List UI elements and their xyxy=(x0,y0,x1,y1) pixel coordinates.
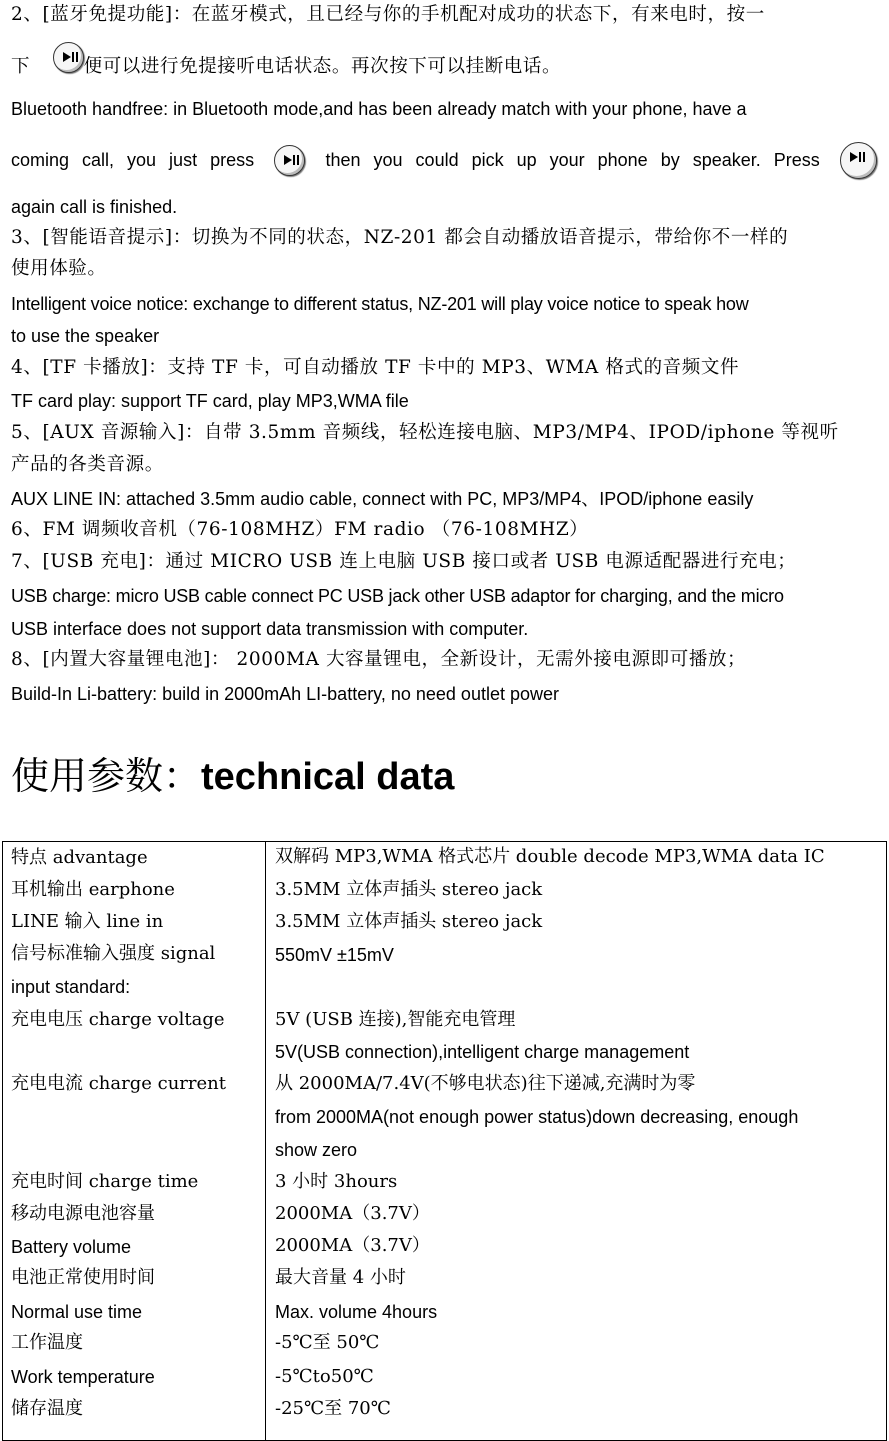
p2-en-line2 xyxy=(11,140,877,180)
spec-value-battery-1: 2000MA（3.7V） xyxy=(275,1203,430,1224)
spec-label-charge-time: 充电时间 charge time xyxy=(11,1171,199,1192)
spec-label-work-temp-cn: 工作温度 xyxy=(11,1332,83,1353)
p5-cn-line2: 产品的各类音源。 xyxy=(11,454,164,475)
spec-value-charge-voltage-en: 5V(USB connection),intelligent charge management xyxy=(275,1042,690,1062)
spec-label-line-in: LINE 输入 line in xyxy=(11,911,164,932)
spec-value-charge-current-cn: 从 2000MA/7.4V(不够电状态)往下递减,充满时为零 xyxy=(275,1073,696,1094)
spec-value-use-time-cn: 最大音量 4 小时 xyxy=(275,1267,406,1288)
p8-en: Build-In Li-battery: build in 2000mAh LI-battery, no need outlet power xyxy=(11,684,559,704)
p2-cn-line2-b: 便可以进行免提接听电话状态。再次按下可以挂断电话。 xyxy=(83,56,562,77)
p2-cn-line2 xyxy=(11,56,877,78)
table-divider xyxy=(265,841,266,1441)
p8-cn: 8、[内置大容量锂电池]： 2000MA 大容量锂电，全新设计，无需外接电源即可播放； xyxy=(11,649,747,670)
spec-value-charge-voltage-cn: 5V (USB 连接),智能充电管理 xyxy=(275,1009,516,1030)
spec-value-charge-current-en-2: show zero xyxy=(275,1140,358,1160)
p4-cn: 4、[TF 卡播放]：支持 TF 卡，可自动播放 TF 卡中的 MP3、WMA 格式的音频文件 xyxy=(11,357,740,378)
section-heading-en: technical data xyxy=(201,756,455,798)
p2-en-line2-a: coming call, you just press xyxy=(11,150,255,170)
p4-en: TF card play: support TF card, play MP3,WMA file xyxy=(11,391,409,411)
play-pause-icon xyxy=(840,142,877,179)
p3-en-line1: Intelligent voice notice: exchange to different status, NZ-201 will play voice notice to speak how xyxy=(11,294,749,314)
spec-value-earphone: 3.5MM 立体声插头 stereo jack xyxy=(275,879,543,900)
spec-value-battery-2: 2000MA（3.7V） xyxy=(275,1235,430,1256)
p2-en-line2-b: then you could pick up your phone by speaker. Press xyxy=(325,150,820,170)
p2-en-line3: again call is finished. xyxy=(11,197,178,217)
p5-cn-line1: 5、[AUX 音源输入]：自带 3.5mm 音频线，轻松连接电脑、MP3/MP4、IPOD/iphone 等视听 xyxy=(11,422,839,443)
spec-value-signal: 550mV ±15mV xyxy=(275,945,394,965)
spec-label-charge-current: 充电电流 charge current xyxy=(11,1073,226,1094)
play-pause-icon xyxy=(274,145,305,176)
p5-en: AUX LINE IN: attached 3.5mm audio cable, connect with PC, MP3/MP4、IPOD/iphone easily xyxy=(11,489,754,509)
spec-label-use-time-en: Normal use time xyxy=(11,1302,143,1322)
spec-label-storage-temp-cn: 储存温度 xyxy=(11,1398,83,1419)
p2-en-line1: Bluetooth handfree: in Bluetooth mode,and has been already match with your phone, have a xyxy=(11,99,747,119)
spec-label-charge-voltage: 充电电压 charge voltage xyxy=(11,1009,225,1030)
p2-cn-line2-a: 下 xyxy=(11,56,31,77)
spec-label-use-time-cn: 电池正常使用时间 xyxy=(11,1267,155,1288)
spec-label-work-temp-en: Work temperature xyxy=(11,1367,155,1387)
spec-label-earphone: 耳机输出 earphone xyxy=(11,879,175,900)
spec-value-use-time-en: Max. volume 4hours xyxy=(275,1302,438,1322)
section-heading-cn: 使用参数： xyxy=(11,754,202,798)
spec-value-work-temp-en: -5℃to50℃ xyxy=(275,1366,374,1387)
spec-label-advantage: 特点 advantage xyxy=(11,847,148,868)
section-heading xyxy=(11,752,454,801)
p7-en-line1: USB charge: micro USB cable connect PC USB jack other USB adaptor for charging, and the micro xyxy=(11,586,784,606)
p3-en-line2: to use the speaker xyxy=(11,326,160,346)
spec-value-work-temp-cn: -5℃至 50℃ xyxy=(275,1332,380,1353)
spec-value-advantage: 双解码 MP3,WMA 格式芯片 double decode MP3,WMA data IC xyxy=(275,846,825,867)
spec-value-charge-time: 3 小时 3hours xyxy=(275,1171,398,1192)
play-pause-icon xyxy=(53,42,84,73)
spec-label-signal-2: input standard: xyxy=(11,977,131,997)
p7-cn: 7、[USB 充电]：通过 MICRO USB 连上电脑 USB 接口或者 USB 电源适配器进行充电； xyxy=(11,551,797,572)
p7-en-line2: USB interface does not support data transmission with computer. xyxy=(11,619,529,639)
spec-label-signal: 信号标准输入强度 signal xyxy=(11,943,216,964)
p6: 6、FM 调频收音机（76-108MHZ）FM radio （76-108MHZ） xyxy=(11,519,589,540)
p2-cn-line1: 2、[蓝牙免提功能]：在蓝牙模式，且已经与你的手机配对成功的状态下，有来电时，按一 xyxy=(11,4,765,25)
spec-value-charge-current-en: from 2000MA(not enough power status)down decreasing, enough xyxy=(275,1107,799,1127)
spec-value-storage-temp-cn: -25℃至 70℃ xyxy=(275,1398,391,1419)
p3-cn-line2: 使用体验。 xyxy=(11,258,107,279)
spec-label-battery-en: Battery volume xyxy=(11,1237,132,1257)
spec-label-battery-cn: 移动电源电池容量 xyxy=(11,1203,155,1224)
p3-cn-line1: 3、[智能语音提示]：切换为不同的状态，NZ-201 都会自动播放语音提示，带给你不一样的 xyxy=(11,227,789,248)
spec-value-line-in: 3.5MM 立体声插头 stereo jack xyxy=(275,911,543,932)
